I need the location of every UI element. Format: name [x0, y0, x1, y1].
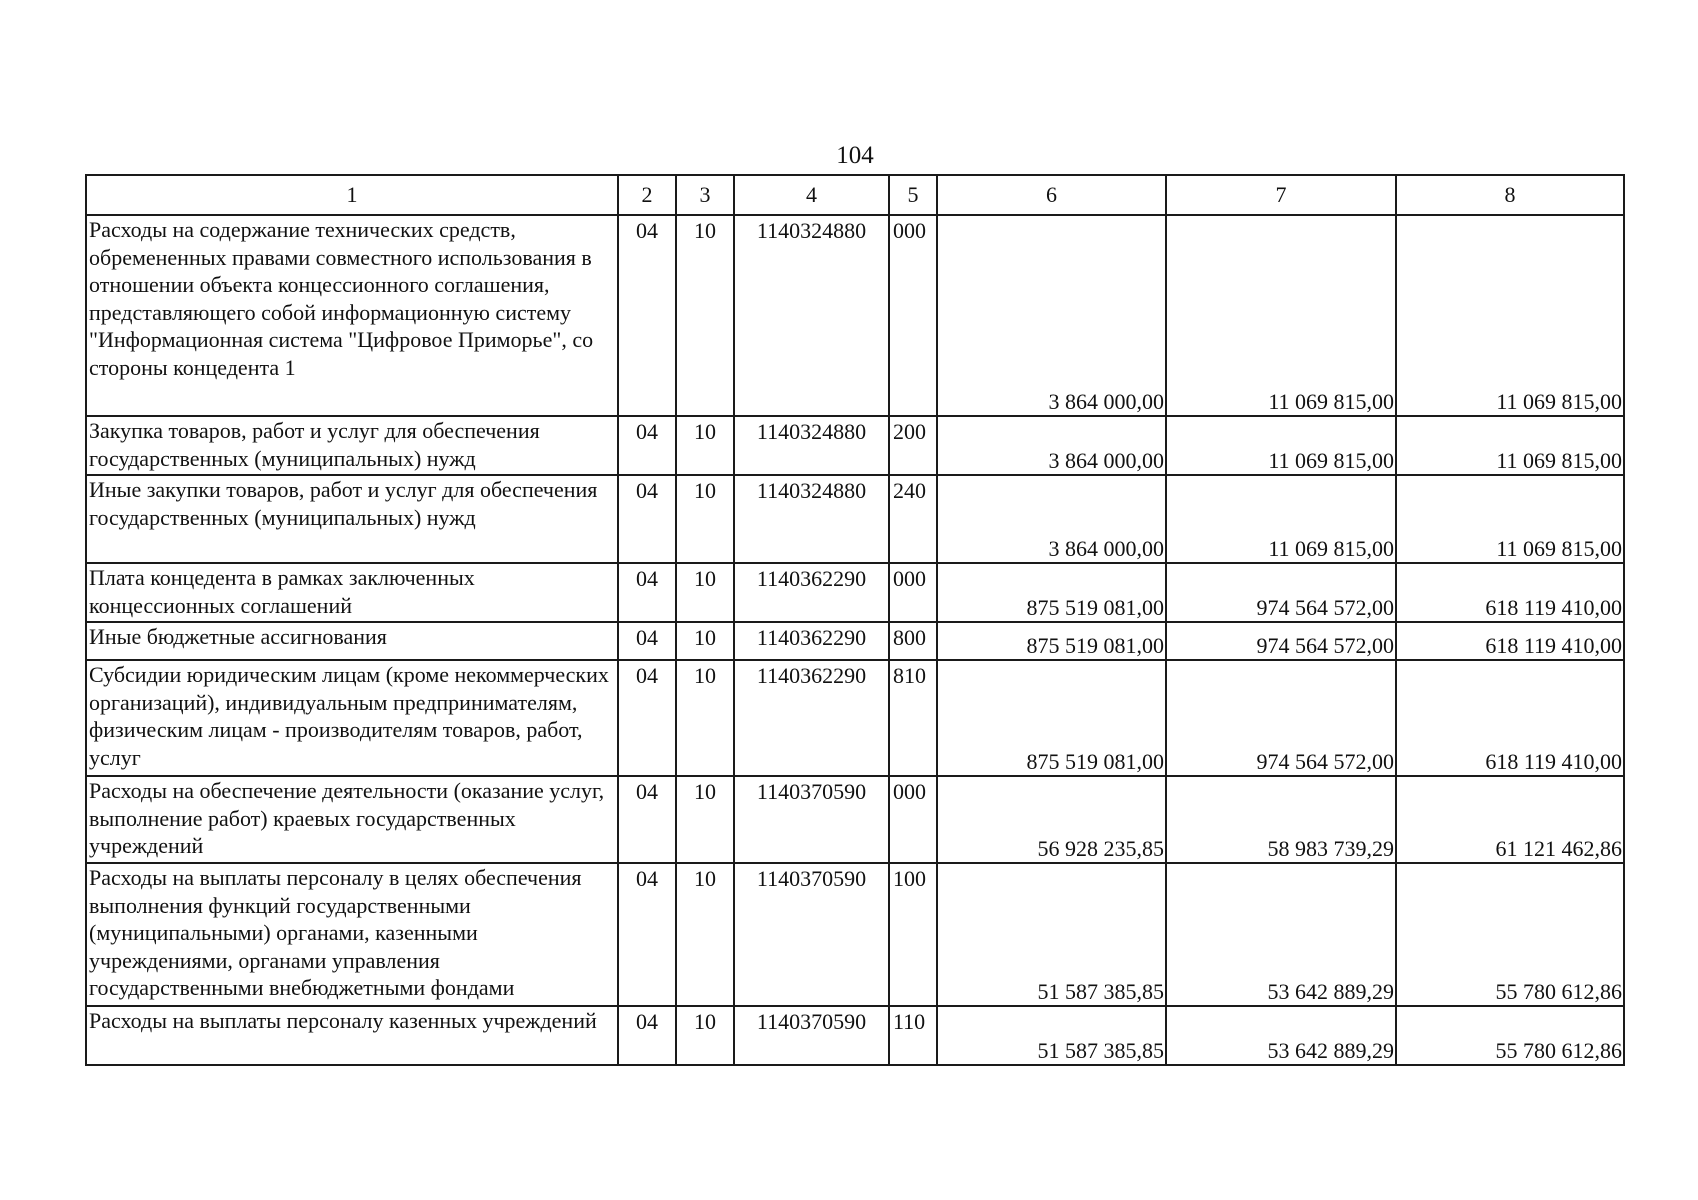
row-name: Расходы на содержание технических средств, обремененных правами совместного использования в отношении объекта концессионного соглашения, представляющего собой информационную систему "Информационная система "Цифровое Приморье", со стороны концедента 1 [86, 215, 618, 416]
row-subsection: 10 [676, 863, 734, 1006]
row-section: 04 [618, 622, 676, 660]
row-target-code: 1140324880 [734, 416, 889, 475]
row-expense-kind: 000 [889, 563, 937, 622]
row-section: 04 [618, 776, 676, 863]
row-name: Плата концедента в рамках заключенных концессионных соглашений [86, 563, 618, 622]
header-cell: 8 [1396, 175, 1624, 215]
row-amount-col7: 11 069 815,00 [1166, 416, 1396, 475]
row-amount-col7: 974 564 572,00 [1166, 563, 1396, 622]
budget-table [85, 174, 1625, 1066]
row-amount-col7: 974 564 572,00 [1166, 622, 1396, 660]
row-amount-col7: 53 642 889,29 [1166, 863, 1396, 1006]
row-name: Расходы на выплаты персоналу казенных учреждений [86, 1006, 618, 1065]
row-subsection: 10 [676, 1006, 734, 1065]
row-amount-col8: 11 069 815,00 [1396, 475, 1624, 563]
row-expense-kind: 100 [889, 863, 937, 1006]
row-name: Иные бюджетные ассигнования [86, 622, 618, 660]
row-name: Закупка товаров, работ и услуг для обеспечения государственных (муниципальных) нужд [86, 416, 618, 475]
table-row [86, 475, 1624, 563]
row-amount-col8: 55 780 612,86 [1396, 863, 1624, 1006]
row-expense-kind: 000 [889, 776, 937, 863]
table-row [86, 215, 1624, 416]
row-amount-col8: 61 121 462,86 [1396, 776, 1624, 863]
header-cell: 7 [1166, 175, 1396, 215]
page-number: 104 [836, 142, 874, 169]
row-amount-col6: 56 928 235,85 [937, 776, 1166, 863]
row-amount-col7: 974 564 572,00 [1166, 660, 1396, 776]
row-expense-kind: 200 [889, 416, 937, 475]
row-amount-col8: 618 119 410,00 [1396, 660, 1624, 776]
row-amount-col8: 618 119 410,00 [1396, 622, 1624, 660]
row-amount-col7: 53 642 889,29 [1166, 1006, 1396, 1065]
row-subsection: 10 [676, 475, 734, 563]
row-amount-col8: 11 069 815,00 [1396, 215, 1624, 416]
row-target-code: 1140362290 [734, 622, 889, 660]
table-row [86, 1006, 1624, 1065]
row-section: 04 [618, 416, 676, 475]
row-name: Расходы на выплаты персоналу в целях обеспечения выполнения функций государственными (муниципальными) органами, казенными учреждениями, органами управления государственными внебюджетными фондами [86, 863, 618, 1006]
row-amount-col7: 11 069 815,00 [1166, 215, 1396, 416]
table-row [86, 563, 1624, 622]
row-expense-kind: 810 [889, 660, 937, 776]
row-subsection: 10 [676, 215, 734, 416]
row-target-code: 1140324880 [734, 475, 889, 563]
row-target-code: 1140362290 [734, 660, 889, 776]
row-section: 04 [618, 215, 676, 416]
row-section: 04 [618, 475, 676, 563]
row-amount-col6: 3 864 000,00 [937, 416, 1166, 475]
row-subsection: 10 [676, 416, 734, 475]
row-section: 04 [618, 563, 676, 622]
header-cell: 4 [734, 175, 889, 215]
row-name: Расходы на обеспечение деятельности (оказание услуг, выполнение работ) краевых государственных учреждений [86, 776, 618, 863]
row-expense-kind: 110 [889, 1006, 937, 1065]
row-section: 04 [618, 1006, 676, 1065]
row-target-code: 1140370590 [734, 863, 889, 1006]
row-target-code: 1140370590 [734, 776, 889, 863]
row-section: 04 [618, 660, 676, 776]
table-row [86, 863, 1624, 1006]
row-subsection: 10 [676, 776, 734, 863]
table-row [86, 776, 1624, 863]
header-cell: 2 [618, 175, 676, 215]
row-section: 04 [618, 863, 676, 1006]
row-target-code: 1140324880 [734, 215, 889, 416]
row-amount-col6: 875 519 081,00 [937, 622, 1166, 660]
row-amount-col6: 875 519 081,00 [937, 563, 1166, 622]
row-name: Субсидии юридическим лицам (кроме некоммерческих организаций), индивидуальным предпринимателям, физическим лицам - производителям товаров, работ, услуг [86, 660, 618, 776]
row-amount-col8: 618 119 410,00 [1396, 563, 1624, 622]
row-subsection: 10 [676, 563, 734, 622]
row-amount-col6: 3 864 000,00 [937, 215, 1166, 416]
row-subsection: 10 [676, 660, 734, 776]
header-cell: 6 [937, 175, 1166, 215]
table-row [86, 660, 1624, 776]
row-subsection: 10 [676, 622, 734, 660]
row-amount-col8: 11 069 815,00 [1396, 416, 1624, 475]
header-cell: 5 [889, 175, 937, 215]
row-target-code: 1140370590 [734, 1006, 889, 1065]
row-target-code: 1140362290 [734, 563, 889, 622]
row-amount-col6: 875 519 081,00 [937, 660, 1166, 776]
header-row [86, 175, 1624, 215]
row-amount-col7: 58 983 739,29 [1166, 776, 1396, 863]
table-row [86, 622, 1624, 660]
row-name: Иные закупки товаров, работ и услуг для обеспечения государственных (муниципальных) нужд [86, 475, 618, 563]
row-expense-kind: 800 [889, 622, 937, 660]
row-expense-kind: 240 [889, 475, 937, 563]
row-amount-col6: 3 864 000,00 [937, 475, 1166, 563]
row-amount-col6: 51 587 385,85 [937, 1006, 1166, 1065]
header-cell: 1 [86, 175, 618, 215]
row-expense-kind: 000 [889, 215, 937, 416]
row-amount-col6: 51 587 385,85 [937, 863, 1166, 1006]
row-amount-col8: 55 780 612,86 [1396, 1006, 1624, 1065]
header-cell: 3 [676, 175, 734, 215]
table-row [86, 416, 1624, 475]
row-amount-col7: 11 069 815,00 [1166, 475, 1396, 563]
